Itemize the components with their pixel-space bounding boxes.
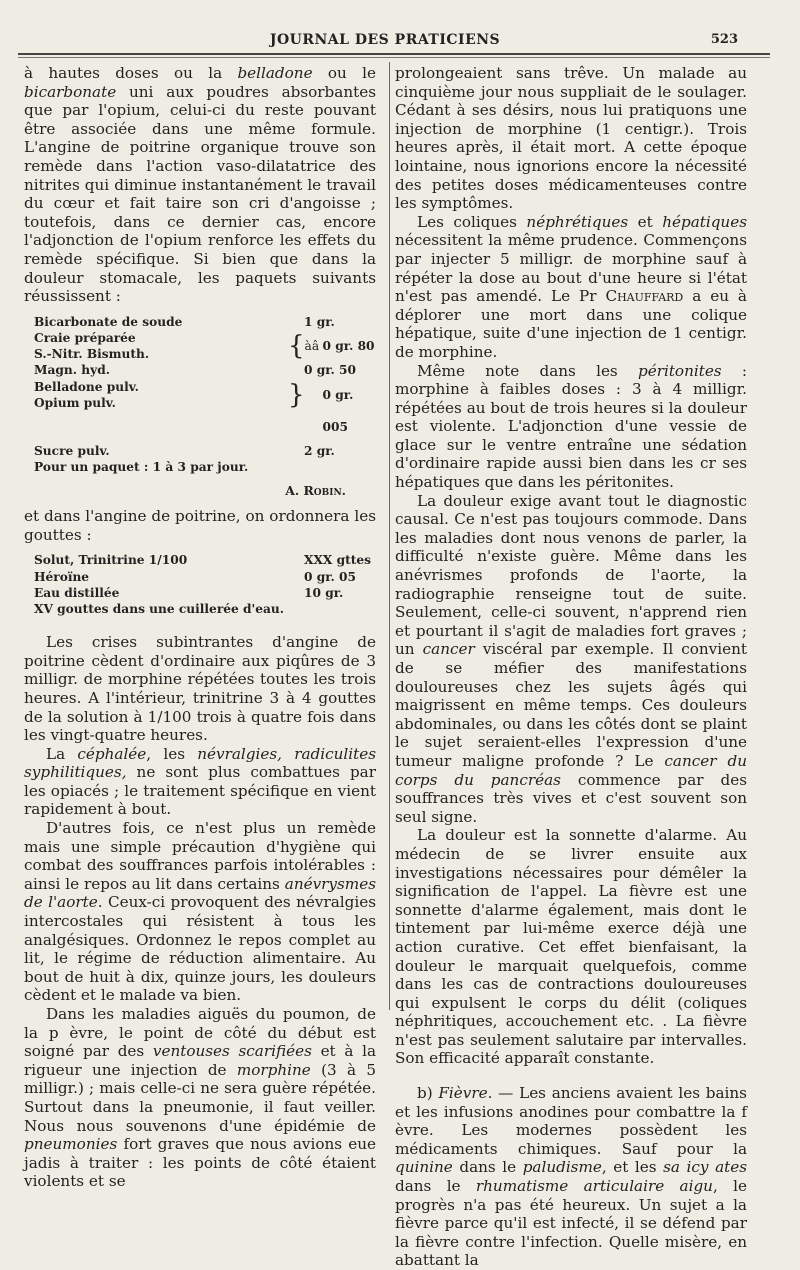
emphasis: pneumonies — [24, 1135, 118, 1154]
rx-ingredient: Solut, Trinitrine 1/100 — [34, 553, 188, 568]
rx-ingredient: S.-Nitr. Bismuth. — [34, 347, 150, 362]
emphasis: bicarbonate — [24, 82, 117, 101]
rx-ana: àâ — [304, 338, 320, 353]
emphasis: néphrétiques — [526, 212, 629, 231]
paragraph: et dans l'angine de poitrine, on ordonnera les gouttes : — [24, 507, 376, 544]
rx-dose: 2 gr. — [304, 443, 335, 458]
brace-icon: } — [288, 379, 305, 410]
paragraph: La douleur exige avant tout le diagnostic causal. Ce n'est pas toujours commode. Dans les maladies dont nous venons de parler, la difficulté n'existe guère. Même dans les anévrismes profonds de l'aorte, la radiographie renseigne tout de suite. Seulement, celle-ci souvent, n'apprend rien et pourtant il s'agit de maladies fort graves ; un cancer viscéral par exemple. Il convient de se méfier des manifestations douloureuses chez les sujets âgés qui maigrissent en même temps. Ces douleurs abdominales, ou dans les côtés dont se plaint le sujet seraient-elles l'expression d'une tumeur maligne profonde ? Le cancer du corps du pancréas commence par des souffrances très vives et c'est souvent son seul signe. — [395, 491, 747, 826]
emphasis: paludisme — [522, 1158, 602, 1177]
paragraph: Même note dans les péritonites : morphine à faibles doses : 3 à 4 milligr. répétées au bout de trois heures si la douleur est violente. L'adjonction d'une vessie de glace sur le ventre entraîne une sédation d'ordinaire rapide aussi bien dans les cr ses hépatiques que dans les péritonites. — [395, 361, 747, 492]
rx-ingredient: Belladone pulv. — [34, 379, 139, 394]
paragraph: Dans les maladies aiguës du poumon, de la p èvre, le point de côté du début est soigné par des ventouses scarifiées et à la rigueur une injection de morphine (3 à 5 milligr.) ; mais celle-ci ne sera guère répétée. Surtout dans la pneumonie, il faut veiller. Nous nous souvenons d'une épidémie de pneumonies fort graves que nous avions eue jadis à traiter : les points de côté étaient violents et se — [24, 1005, 376, 1191]
paragraph: Les crises subintrantes d'angine de poitrine cèdent d'ordinaire aux piqûres de 3 milligr. de morphine répétées toutes les trois heures. A l'intérieur, trinitrine 3 à 4 gouttes de la solution à 1/100 trois à quatre fois dans les vingt-quatre heures. — [24, 633, 376, 745]
paragraph: prolongeaient sans trêve. Un malade au cinquième jour nous suppliait de le soulager. Cédant à ses désirs, nous lui pratiquons une injection de morphine (1 centigr.). Trois heures après, il était mort. A cette époque lointaine, nous ignorions encore la nécessité des petites doses médicamenteuses contre les symptômes. — [395, 64, 747, 213]
rx-dose: 0 gr. 05 — [304, 569, 356, 584]
emphasis: cancer du corps du pancréas — [395, 751, 747, 789]
prescription-stomach — [24, 314, 376, 499]
rx-ingredient: Magn. hyd. — [34, 363, 110, 378]
running-header: JOURNAL DES PRATICIENS — [269, 32, 501, 48]
rx-line — [24, 552, 376, 568]
rx-dose: 0 gr. 80 — [322, 338, 375, 353]
paragraph: La céphalée, les névralgies, radiculites syphilitiques, ne sont plus combattues par les opiacés ; le traitement spécifique en vient rapidement à bout. — [24, 744, 376, 819]
rx-ingredient: Sucre pulv. — [34, 443, 110, 458]
emphasis: cancer — [422, 640, 475, 659]
rx-dose: 10 gr. — [304, 585, 344, 600]
rx-line — [24, 443, 376, 459]
section-fievre: b) Fièvre. — Les anciens avaient les bains et les infusions anodines pour combattre la f èvre. Les modernes possèdent les médicaments chimiques. Sauf pour la quinine dans le paludisme, et les sa icy ates dans le rhumatisme articulaire aigu, le progrès n'a pas été heureux. Un sujet a la fièvre parce qu'il est infecté, il se défend par la fièvre contre l'infection. Quelle misère, en abattant la — [395, 1084, 748, 1270]
paragraph: à hautes doses ou la belladone ou le bicarbonate uni aux poudres absorbantes que par l'opium, celui-ci du reste pouvant être associée dans une même formule. L'angine de poitrine organique trouve son remède dans l'action vaso-dilatatrice des nitrites qui diminue instantanément le travail du cœur et fait taire son cri d'angoisse ; toutefois, dans ce dernier cas, encore l'adjonction de l'opium renforce les effets du remède spécifique. Si bien que dans la douleur stomacale, les paquets suivants réussissent : — [24, 64, 376, 306]
emphasis: anévrysmes de l'aorte — [24, 874, 376, 912]
rx-instructions: Pour un paquet : 1 à 3 par jour. — [34, 459, 249, 474]
emphasis: ventouses scarifiées — [152, 1042, 312, 1061]
prescription-angina — [24, 552, 376, 617]
author-name: Chauffard — [605, 287, 684, 306]
emphasis: hépatiques — [662, 212, 747, 231]
column-divider — [389, 62, 390, 1010]
rx-ingredient: Héroïne — [34, 569, 90, 584]
rx-ingredient: Opium pulv. — [34, 395, 116, 410]
rx-line — [24, 314, 376, 330]
rx-ingredient: Bicarbonate de soude — [34, 314, 183, 329]
page-number: 523 — [710, 32, 738, 47]
emphasis: céphalée — [77, 744, 147, 763]
left-column — [24, 64, 376, 1191]
header-rule — [18, 53, 770, 55]
emphasis: morphine — [236, 1060, 311, 1079]
rx-instructions: XV gouttes dans une cuillerée d'eau. — [34, 601, 284, 616]
rx-ingredient: Craie préparée — [34, 330, 136, 345]
rx-group — [24, 379, 376, 443]
rx-dose: XXX gttes — [304, 553, 372, 568]
signature: A. Robin. — [285, 482, 346, 498]
emphasis: quinine — [395, 1158, 453, 1177]
header-rule-thin — [18, 57, 770, 58]
rx-group — [24, 330, 376, 362]
brace-icon: { — [288, 330, 305, 361]
emphasis: Fièvre — [438, 1084, 488, 1103]
paragraph: Les coliques néphrétiques et hépatiques nécessitent la même prudence. Commençons par injecter 5 milligr. de morphine sauf à répéter la dose au bout d'une heure si l'état n'est pas amendé. Le Pr Chauffard a eu à déplorer une mort dans une colique hépatique, suite d'une injection de 1 centigr. de morphine. — [395, 212, 747, 361]
rx-line — [24, 569, 376, 585]
emphasis: sa icy ates — [663, 1158, 748, 1177]
emphasis: névralgies, radiculites syphilitiques, — [24, 744, 376, 782]
emphasis: péritonites — [638, 361, 722, 380]
rx-ingredient: Eau distillée — [34, 585, 120, 600]
rx-dose: 0 gr. 50 — [304, 363, 356, 378]
emphasis: belladone — [237, 64, 313, 82]
paragraph: D'autres fois, ce n'est plus un remède mais une simple précaution d'hygiène qui combat des souffrances parfois intolérables : ainsi le repos au lit dans certains anévrysmes de l'aorte. Ceux-ci provoquent des névralgies intercostales qui résistent à tous les analgésiques. Ordonnez le repos complet au lit, le régime de réduction alimentaire. Au bout de huit à dix, quinze jours, les douleurs cèdent et le malade va bien. — [24, 819, 377, 1005]
right-column — [395, 64, 747, 1270]
paragraph: La douleur est la sonnette d'alarme. Au médecin de se livrer ensuite aux investigations nécessaires pour démêler la signification de l'appel. La fièvre est une sonnette d'alarme également, mais dont le tintement par lui-même exerce déjà une action curative. Cet effet bienfaisant, la douleur le marquait quelquefois, comme dans les cas de contractions douloureuses qui expulsent le corps du délit (coliques néphritiques, accouchement etc. . La fièvre n'est pas seulement salutaire par intervalles. Son efficacité apparaît constante. — [395, 826, 747, 1068]
rx-dose: 0 gr. 005 — [322, 387, 354, 434]
emphasis: rhumatisme articulaire aigu — [475, 1177, 713, 1196]
rx-dose: 1 gr. — [304, 314, 335, 329]
rx-line — [24, 362, 376, 378]
rx-line — [24, 585, 376, 601]
